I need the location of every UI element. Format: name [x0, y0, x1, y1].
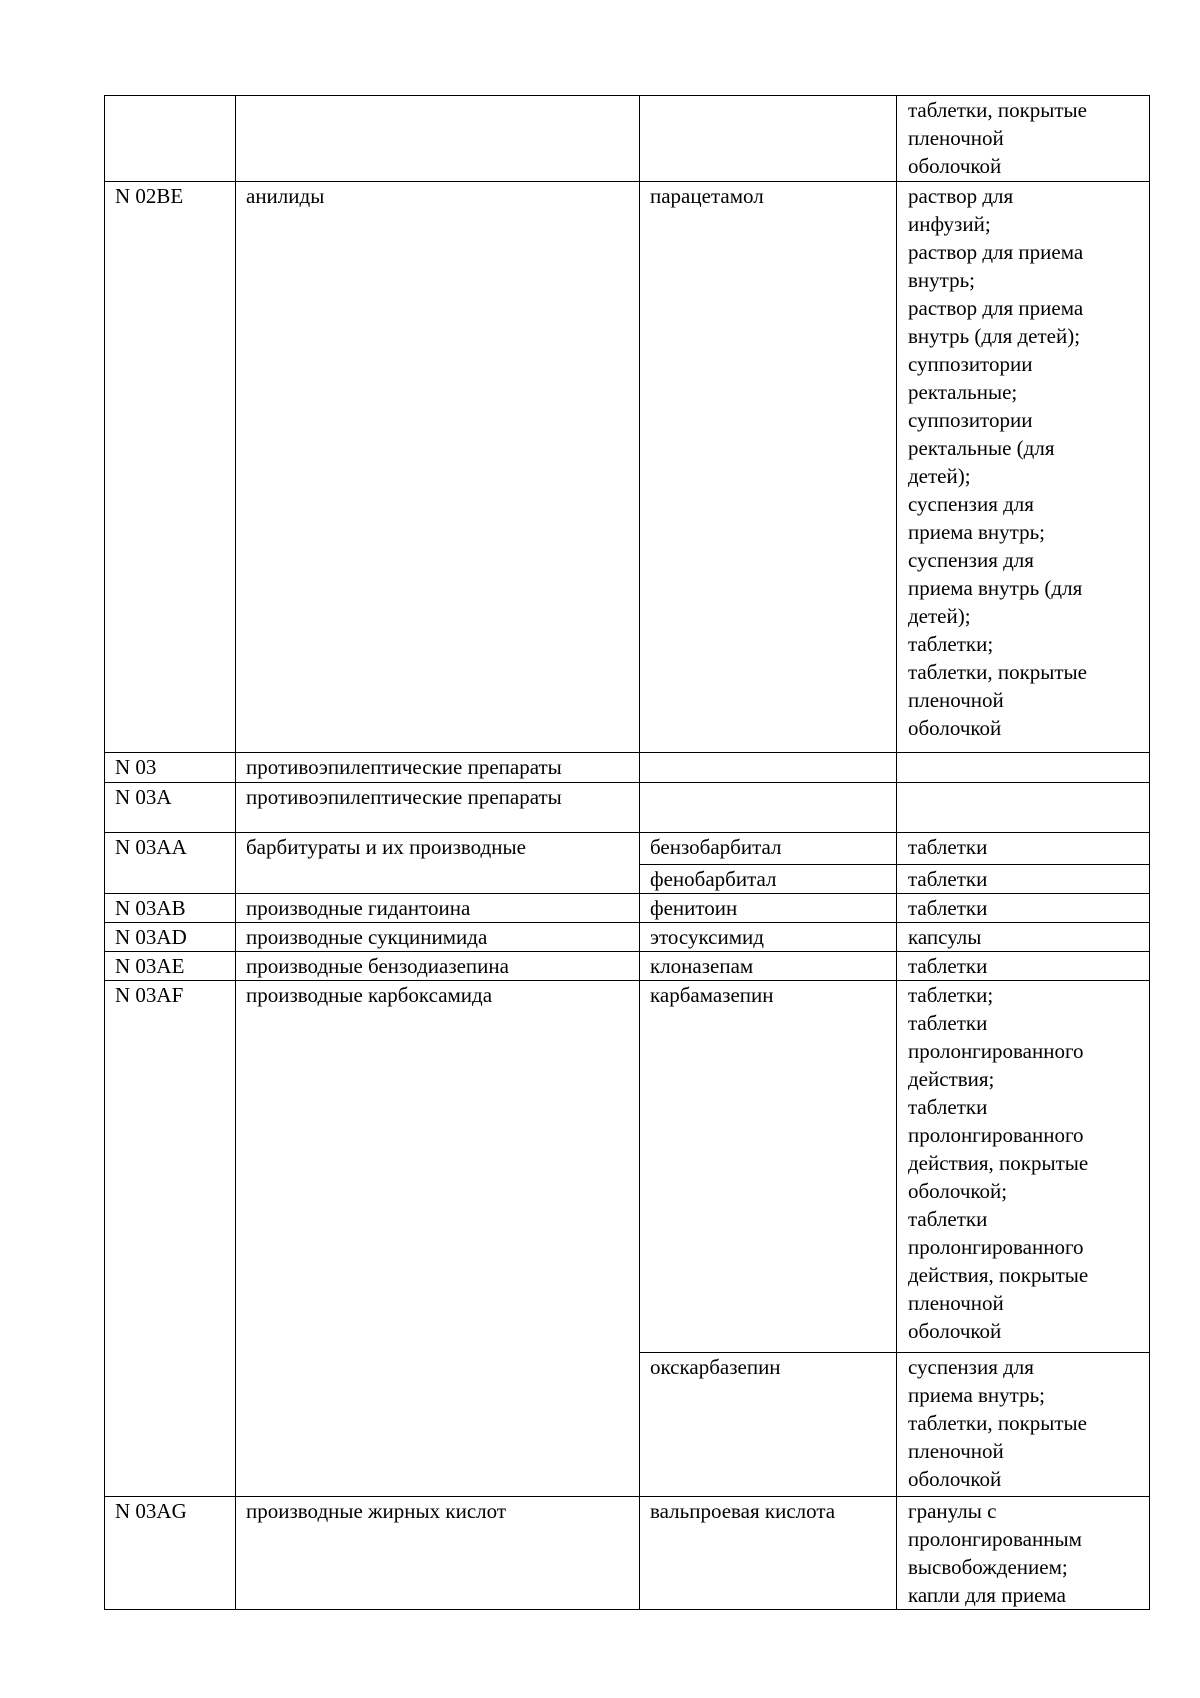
atc-code-cell: N 03AA — [105, 833, 236, 894]
dosage-form-line: таблетки — [908, 1095, 988, 1119]
dosage-form-line: суппозитории — [908, 408, 1033, 432]
drug-name-cell: клоназепам — [640, 952, 897, 981]
dosage-form-line: пролонгированным — [908, 1527, 1082, 1551]
atc-group-cell — [236, 96, 640, 182]
dosage-forms-cell — [897, 1353, 1150, 1497]
dosage-form-line: раствор для — [908, 184, 1014, 208]
dosage-form-line: таблетки; — [908, 983, 994, 1007]
dosage-forms-cell — [897, 753, 1150, 783]
atc-group-cell: производные жирных кислот — [236, 1497, 640, 1610]
drug-name-cell — [640, 753, 897, 783]
dosage-form-line: гранулы с — [908, 1499, 997, 1523]
dosage-form-line: раствор для приема — [908, 296, 1084, 320]
dosage-forms-cell — [897, 981, 1150, 1353]
dosage-form-line: приема внутрь; — [908, 1383, 1046, 1407]
dosage-form-line: детей); — [908, 464, 971, 488]
dosage-form-line: действия; — [908, 1067, 995, 1091]
dosage-form-line: таблетки — [908, 896, 988, 920]
atc-code-cell: N 03AG — [105, 1497, 236, 1610]
dosage-form-line: приема внутрь; — [908, 520, 1046, 544]
dosage-form-line: пролонгированного — [908, 1123, 1084, 1147]
dosage-form-line: таблетки — [908, 835, 988, 859]
atc-group-cell: анилиды — [236, 182, 640, 753]
dosage-forms-cell — [897, 923, 1150, 952]
dosage-form-line: внутрь; — [908, 268, 975, 292]
drug-name-cell: фенобарбитал — [640, 865, 897, 894]
dosage-form-line: детей); — [908, 604, 971, 628]
atc-code-cell: N 03AF — [105, 981, 236, 1497]
table-row — [105, 981, 1150, 1353]
atc-code-cell: N 03A — [105, 783, 236, 833]
dosage-form-line: действия, покрытые — [908, 1151, 1089, 1175]
table-row — [105, 783, 1150, 833]
dosage-form-line: инфузий; — [908, 212, 991, 236]
atc-code-cell: N 03 — [105, 753, 236, 783]
dosage-form-line: высвобождением; — [908, 1555, 1068, 1579]
dosage-form-line: ректальные; — [908, 380, 1018, 404]
drug-name-cell: бензобарбитал — [640, 833, 897, 865]
drug-name-cell — [640, 783, 897, 833]
drug-name-cell: вальпроевая кислота — [640, 1497, 897, 1610]
dosage-form-line: таблетки, покрытые — [908, 1411, 1087, 1435]
dosage-forms-cell — [897, 952, 1150, 981]
table-row — [105, 894, 1150, 923]
atc-code-cell: N 03AB — [105, 894, 236, 923]
table-row — [105, 182, 1150, 753]
table-row — [105, 952, 1150, 981]
dosage-form-line: оболочкой — [908, 716, 1002, 740]
drug-name-cell — [640, 96, 897, 182]
dosage-form-line: приема внутрь (для — [908, 576, 1083, 600]
table-row — [105, 833, 1150, 865]
dosage-form-line: оболочкой; — [908, 1179, 1008, 1203]
atc-group-cell: барбитураты и их производные — [236, 833, 640, 894]
dosage-form-line: пролонгированного — [908, 1039, 1084, 1063]
dosage-form-line: оболочкой — [908, 1467, 1002, 1491]
dosage-forms-cell — [897, 783, 1150, 833]
drug-name-cell: парацетамол — [640, 182, 897, 753]
atc-group-cell: производные бензодиазепина — [236, 952, 640, 981]
atc-group-cell: производные карбоксамида — [236, 981, 640, 1497]
dosage-form-line: капсулы — [908, 925, 982, 949]
atc-code-cell: N 03AD — [105, 923, 236, 952]
table-row — [105, 753, 1150, 783]
dosage-form-line: пленочной — [908, 1439, 1004, 1463]
dosage-form-line: таблетки — [908, 867, 988, 891]
drug-name-cell: окскарбазепин — [640, 1353, 897, 1497]
table-row — [105, 923, 1150, 952]
dosage-form-line: раствор для приема — [908, 240, 1084, 264]
drug-name-cell: фенитоин — [640, 894, 897, 923]
dosage-forms-cell — [897, 865, 1150, 894]
dosage-forms-cell — [897, 1497, 1150, 1610]
dosage-forms-cell — [897, 833, 1150, 865]
dosage-form-line: таблетки; — [908, 632, 994, 656]
dosage-form-line: таблетки — [908, 954, 988, 978]
drug-name-cell: этосуксимид — [640, 923, 897, 952]
atc-code-cell — [105, 96, 236, 182]
dosage-form-line: оболочкой — [908, 1319, 1002, 1343]
dosage-forms-cell — [897, 894, 1150, 923]
dosage-form-line: пролонгированного — [908, 1235, 1084, 1259]
dosage-form-line: суспензия для — [908, 492, 1034, 516]
atc-group-cell: производные гидантоина — [236, 894, 640, 923]
dosage-form-line: таблетки — [908, 1011, 988, 1035]
dosage-forms-cell — [897, 182, 1150, 753]
dosage-forms-cell — [897, 96, 1150, 182]
dosage-form-line: суспензия для — [908, 548, 1034, 572]
atc-group-cell: производные сукцинимида — [236, 923, 640, 952]
atc-group-cell: противоэпилептические препараты — [236, 753, 640, 783]
drug-list-table — [104, 95, 1150, 1610]
table-row — [105, 96, 1150, 182]
atc-code-cell: N 03AE — [105, 952, 236, 981]
table-body — [105, 96, 1150, 1610]
dosage-form-line: ректальные (для — [908, 436, 1055, 460]
dosage-form-line: суппозитории — [908, 352, 1033, 376]
dosage-form-line: таблетки, покрытые — [908, 660, 1087, 684]
table-row — [105, 1497, 1150, 1610]
dosage-form-line: пленочной — [908, 126, 1004, 150]
dosage-form-line: оболочкой — [908, 154, 1002, 178]
dosage-form-line: пленочной — [908, 688, 1004, 712]
dosage-form-line: пленочной — [908, 1291, 1004, 1315]
atc-group-cell: противоэпилептические препараты — [236, 783, 640, 833]
dosage-form-line: капли для приема — [908, 1583, 1066, 1607]
atc-code-cell: N 02BE — [105, 182, 236, 753]
dosage-form-line: таблетки — [908, 1207, 988, 1231]
dosage-form-line: внутрь (для детей); — [908, 324, 1081, 348]
drug-name-cell: карбамазепин — [640, 981, 897, 1353]
dosage-form-line: таблетки, покрытые — [908, 98, 1087, 122]
dosage-form-line: действия, покрытые — [908, 1263, 1089, 1287]
dosage-form-line: суспензия для — [908, 1355, 1034, 1379]
